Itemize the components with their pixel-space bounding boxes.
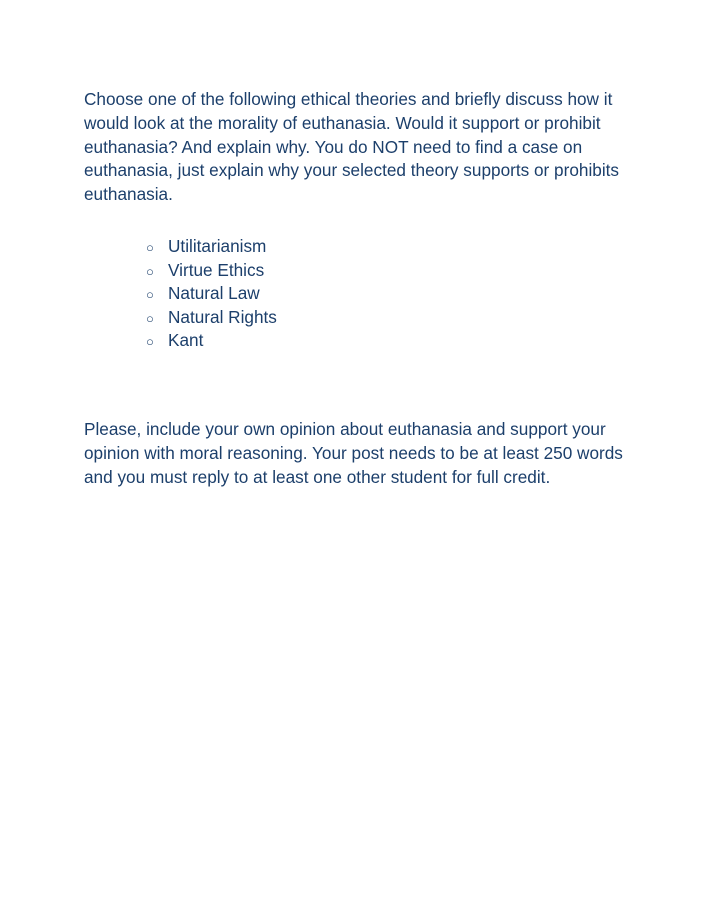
hollow-circle-bullet-icon: ○ bbox=[146, 310, 154, 326]
hollow-circle-bullet-icon: ○ bbox=[146, 263, 154, 279]
list-item bbox=[146, 235, 277, 259]
opinion-requirements-paragraph: Please, include your own opinion about euthanasia and support your opinion with moral reasoning. Your post needs to be at least 250 words and you must reply to at least one other student for full credit. bbox=[84, 419, 623, 487]
list-item-label: Utilitarianism bbox=[168, 236, 267, 256]
list-item-label: Kant bbox=[168, 330, 204, 351]
hollow-circle-bullet-icon: ○ bbox=[146, 334, 154, 350]
list-item bbox=[146, 259, 277, 283]
list-item-label: Natural Law bbox=[168, 283, 260, 304]
ethical-theories-list bbox=[146, 235, 277, 353]
list-item bbox=[146, 306, 277, 330]
hollow-circle-bullet-icon: ○ bbox=[146, 287, 154, 303]
instructions-paragraph: Choose one of the following ethical theories and briefly discuss how it would look at the morality of euthanasia. Would it support or prohibit euthanasia? And explain why. You do NOT need to find a case on euthanasia, just explain why your selected theory supports or prohibits euthanasia. bbox=[84, 89, 620, 205]
list-item-label: Virtue Ethics bbox=[168, 259, 265, 280]
list-item-label: Natural Rights bbox=[168, 306, 277, 327]
list-item bbox=[146, 329, 277, 353]
hollow-circle-bullet-icon: ○ bbox=[146, 240, 154, 255]
list-item bbox=[146, 282, 277, 306]
